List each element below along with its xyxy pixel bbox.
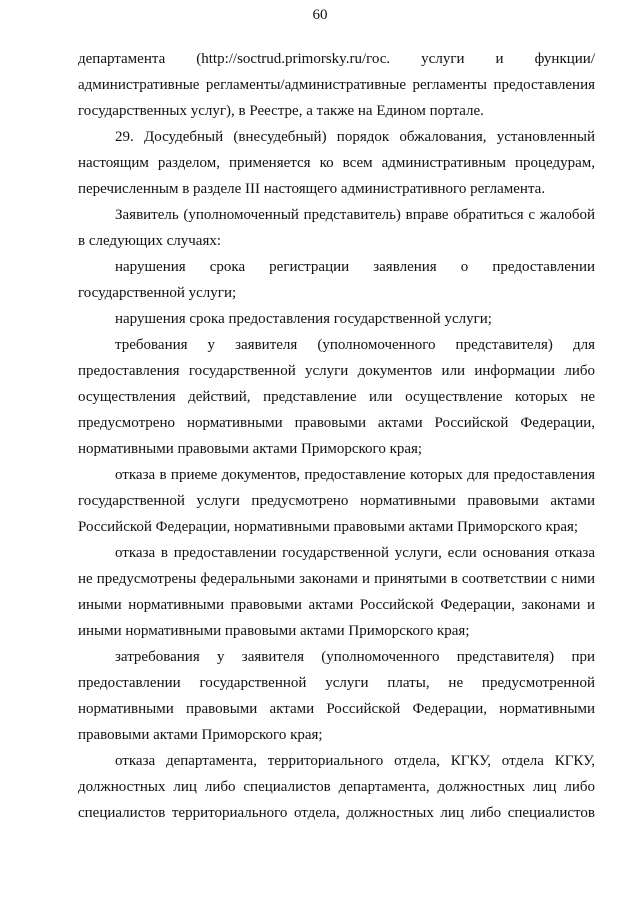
paragraph-item-29: 29. Досудебный (внесудебный) порядок обжалования, установленный настоящим разделом, применяется ко всем административным процедурам, перечисленным в разделе III настоящего административного регламента. xyxy=(78,129,595,197)
document-body xyxy=(78,46,595,826)
page-number: 60 xyxy=(312,7,328,23)
paragraph-case-extra-documents: требования у заявителя (уполномоченного представителя) для предоставления государственной услуги документов или информации либо осуществления действий, представление или осуществление которых не предусмотрено нормативными правовыми актами Российской Федерации, нормативными правовыми актами Приморского края; xyxy=(78,337,595,457)
paragraph-case-refusal-service: отказа в предоставлении государственной услуги, если основания отказа не предусмотрены федеральными законами и принятыми в соответствии с ними иными нормативными правовыми актами Российской Федерации, законами и иными нормативными правовыми актами Приморского края; xyxy=(78,545,595,639)
paragraph-case-refusal-acceptance: отказа в приеме документов, предоставление которых для предоставления государственной услуги предусмотрено нормативными правовыми актами Российской Федерации, нормативными правовыми актами Приморского края; xyxy=(78,467,595,535)
paragraph-continuation: департамента (http://soctrud.primorsky.ru/гос. услуги и функции/административные регламенты/административные регламенты предоставления государственных услуг), в Реестре, а также на Едином портале. xyxy=(78,51,595,119)
paragraph-case-fee: затребования у заявителя (уполномоченного представителя) при предоставлении государственной услуги платы, не предусмотренной нормативными правовыми актами Российской Федерации, нормативными правовыми актами Приморского края; xyxy=(78,649,595,743)
paragraph-case-service-deadline: нарушения срока предоставления государственной услуги; xyxy=(115,311,492,327)
paragraph-case-registration-deadline: нарушения срока регистрации заявления о предоставлении государственной услуги; xyxy=(78,259,595,301)
paragraph-case-refusal-correction: отказа департамента, территориального отдела, КГКУ, отдела КГКУ, должностных лиц либо специалистов департамента, должностных лиц либо специалистов территориального отдела, должностных лиц либо специалистов xyxy=(78,753,595,821)
paragraph-applicant-rights: Заявитель (уполномоченный представитель) вправе обратиться с жалобой в следующих случаях: xyxy=(78,207,595,249)
